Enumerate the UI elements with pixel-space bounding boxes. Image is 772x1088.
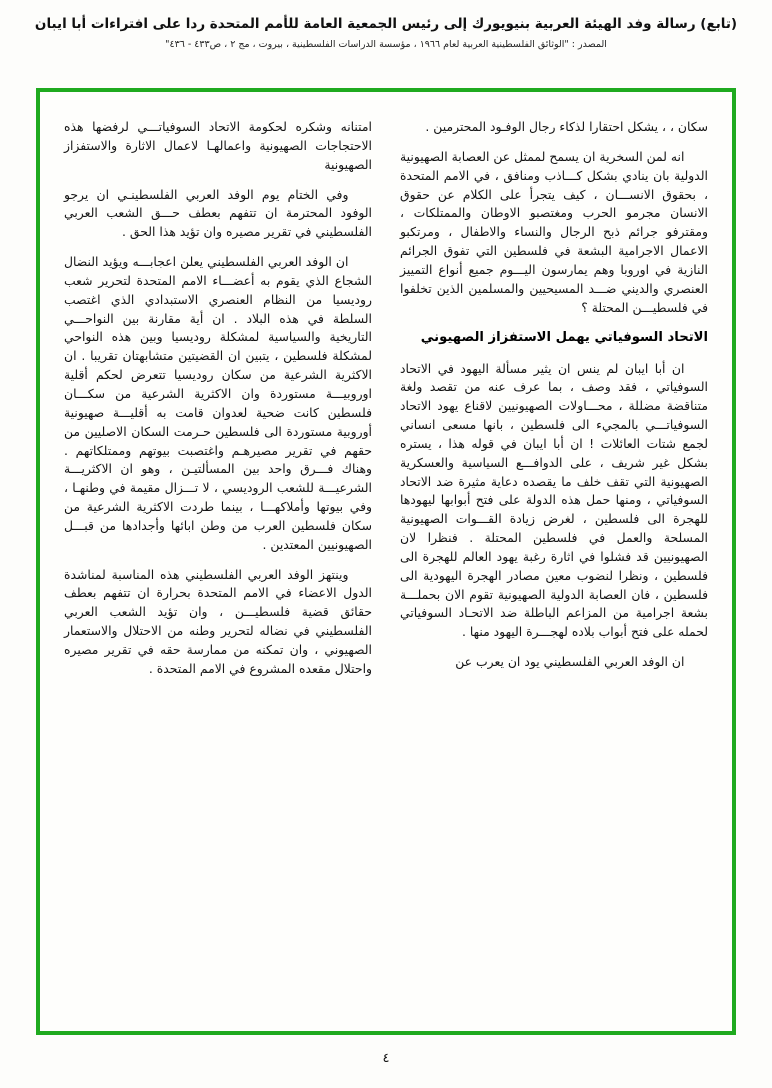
left-column — [64, 118, 372, 1013]
source-citation: المصدر : "الوثائق الفلسطينية العربية لعام ١٩٦٦ ، مؤسسة الدراسات الفلسطينية ، بيروت ، مج ٢ ، ص٤٣٣ - ٤٣٦" — [165, 39, 607, 50]
right-column — [400, 118, 708, 1013]
paragraph: ان الوفد العربي الفلسطيني يود ان يعرب عن — [455, 654, 685, 670]
document-title: (تابع) رسالة وفد الهيئة العربية بنيويورك إلى رئيس الجمعية العامة للأمم المتحدة ردا على افتراءات أبا ايبان — [34, 16, 738, 32]
paragraph: امتنانه وشكره لحكومة الاتحاد السوفياتـــي لرفضها هذه الاحتجاجات الصهيونية واعمالهـا لاعمال الاثارة والاستفزاز الصهيونية — [64, 119, 372, 172]
two-column-layout — [64, 118, 708, 1013]
paragraph: ان الوفد العربي الفلسطيني يعلن اعجابـــه ويؤيد النضال الشجاع الذي يقوم به أعضـــاء الامم المتحدة لتحرير شعب روديسيا من النظام العنصري الاستبدادي الذي اغتصب السلطة في هذه البلاد . ان أية مقارنة بين النواحـــي التاريخية والسياسية لمشكلة روديسيا وبين هذه النواحي لمشكلة فلسطين ، يتبين ان القضيتين متشابهتان تقريبا . ان الاكثرية الشرعية من سكان روديسيا تتعرض لحكم أقلية اوروبيـــة مستوردة وان الاكثرية الشرعية من سكـــان فلسطين كانت ضحية لعدوان قامت به أقليـــة صهيونية أوروبية مستوردة الى فلسطين حـرمت السكان الاصليين من حقهم في تقرير مصيرهـم واغتصبت بيوتهم وممتلكاتهم . وهناك فـــرق واحد بين المسألتيـن ، وهو ان الاكثريـــة الشرعيـــة للشعب الروديسي ، لا تـــزال مقيمة في وطنهـا ، وفي بيوتها وأملاكهـــا ، بينما طردت الاكثرية الشرعية من سكان فلسطين العرب من وطن ابائها وأجدادها من قبـــل الصهيونيين المعتدين . — [64, 254, 372, 552]
paragraph: ان أبا ايبان لم ينس ان يثير مسألة اليهود في الاتحاد السوفياتي ، فقد وصف ، بما عرف عنه من تقصد ولغة متناقضة مضللة ، محـــاولات الصهيونيين لاقناع يهود الاتحاد السوفياتـــي بالمجيء الى فلسطين ، بانها مسعى انساني لجمع شتات العائلات ! ان أبا ايبان في قوله هذا ، يستره بشكل غير شريف ، على الدوافـــع السياسية والعسكرية الصهيونية التي تقف خلف ما يقصده دعاية مثيرة ضد الاتحاد السوفياتي ، ومنها حمل هذه الدولة على فتح أبوابها ليهودها للهجرة الى فلسطين ، لغرض زيادة القـــوات الصهيونية المسلحة والعمل في فلسطين المحتلة . فنظرا لان الصهيونيين قد فشلوا في اثارة رغبة يهود العالم للهجرة الى فلسطين ، ونظرا لنضوب معين مصادر الهجرة اليهودية الى فلسطين ، فان العصابة الدولية الصهيونية تقوم الان بحملـــة بشعة اجرامية من المزاعم الباطلة ضد الاتحـاد السوفياتي لحمله على فتح أبواب بلاده لهجـــرة اليهود منها . — [400, 360, 708, 640]
section-heading: الاتحاد السوفياتي يهمل الاستفزاز الصهيوني — [420, 330, 708, 346]
page-number: ٤ — [382, 1051, 390, 1066]
paragraph: انه لمن السخرية ان يسمح لممثل عن العصابة الصهيونية الدولية بان ينادي بشكل كـــاذب ومنافق ، في الامم المتحدة ، بحقوق الانســـان ، كيف يتجرأ على الكلام عن حقوق الانسان مجرمو الحرب ومغتصبو الاوطان والممتلكات ، ومقترفو جرائم ذبح الرجال والنساء والاطفال ، ومرتكبو الاعمال الاجرامية البشعة في فلسطين التي تفوق الجرائم النازية في اوروبا وهم يمارسون اليـــوم جميع أنواع التمييز العنصري والديني ضـــد المسيحيين والمسلمين الذين تخلفوا في فلسطيـــن المحتلة ؟ — [400, 148, 708, 315]
paragraph: سكان ، ، يشكل احتقارا لذكاء رجال الوفـود المحترمين . — [425, 119, 708, 134]
paragraph: وينتهز الوفد العربي الفلسطيني هذه المناسبة لمناشدة الدول الاعضاء في الامم المتحدة بحرارة ان تتفهم بعطف حقائق قضية فلسطيـــن ، وان تؤيد الشعب العربي الفلسطيني في نضاله لتحرير وطنه من الاحتلال والاستعمار الصهيوني ، وان تمكنه من ممارسة حقه في تقرير مصيره واحتلال مقعده المشروع في الامم المتحدة . — [64, 566, 372, 676]
bordered-content-box — [36, 88, 736, 1035]
paragraph: وفي الختام يوم الوفد العربي الفلسطينـي ان يرجو الوفود المحترمة ان تتفهم بعطف حـــق الشعب العربي الفلسطيني في تقرير مصيره وان تؤيد هذا الحق . — [64, 186, 372, 240]
page-header — [0, 0, 772, 50]
